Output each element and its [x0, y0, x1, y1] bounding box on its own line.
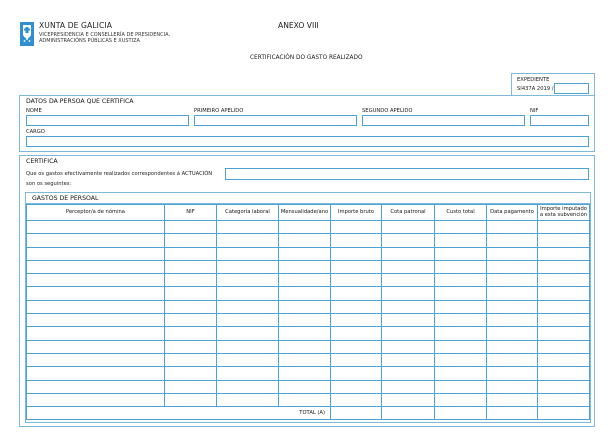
table-cell-input[interactable]: [165, 221, 217, 234]
table-cell-input[interactable]: [331, 353, 382, 366]
table-cell-input[interactable]: [27, 393, 165, 406]
table-cell-input[interactable]: [165, 287, 217, 300]
table-row: [27, 300, 590, 313]
cargo-label: CARGO: [26, 129, 45, 135]
table-cell-input[interactable]: [331, 300, 382, 313]
table-cell-input[interactable]: [165, 380, 217, 393]
table-cell-input[interactable]: [331, 247, 382, 260]
table-row: [27, 393, 590, 406]
table-cell-input[interactable]: [165, 353, 217, 366]
table-cell-input[interactable]: [279, 393, 331, 406]
table-cell-input[interactable]: [217, 380, 279, 393]
gastos-table: [26, 204, 590, 420]
total-cell-input[interactable]: [435, 407, 487, 420]
total-cell-input[interactable]: [538, 407, 590, 420]
table-cell-input[interactable]: [331, 221, 382, 234]
table-row: [27, 353, 590, 366]
table-row: [27, 340, 590, 353]
table-row: [27, 221, 590, 234]
table-row: [27, 247, 590, 260]
table-cell-input[interactable]: [165, 314, 217, 327]
table-cell-input[interactable]: [538, 260, 590, 273]
table-cell-input[interactable]: [217, 274, 279, 287]
nif-field[interactable]: [530, 115, 589, 126]
person-section-title: DATOS DA PERSOA QUE CERTIFICA: [26, 98, 134, 105]
table-cell-input[interactable]: [27, 260, 165, 273]
column-header: NIF: [165, 205, 217, 221]
table-row: [27, 287, 590, 300]
table-cell-input[interactable]: [435, 380, 487, 393]
table-cell-input[interactable]: [279, 314, 331, 327]
table-cell-input[interactable]: [279, 367, 331, 380]
table-cell-input[interactable]: [435, 247, 487, 260]
document-title: CERTIFICACIÓN DO GASTO REALIZADO: [250, 55, 363, 61]
table-row: [27, 367, 590, 380]
table-cell-input[interactable]: [217, 353, 279, 366]
table-cell-input[interactable]: [27, 234, 165, 247]
table-cell-input[interactable]: [487, 327, 538, 340]
table-cell-input[interactable]: [165, 300, 217, 313]
table-cell-input[interactable]: [487, 353, 538, 366]
annex-label: ANEXO VIII: [278, 21, 319, 30]
table-cell-input[interactable]: [165, 367, 217, 380]
table-cell-input[interactable]: [538, 314, 590, 327]
table-row: [27, 314, 590, 327]
table-row: [27, 380, 590, 393]
table-cell-input[interactable]: [217, 367, 279, 380]
table-cell-input[interactable]: [279, 260, 331, 273]
table-cell-input[interactable]: [217, 234, 279, 247]
table-cell-input[interactable]: [331, 380, 382, 393]
table-cell-input[interactable]: [331, 260, 382, 273]
table-cell-input[interactable]: [435, 340, 487, 353]
table-cell-input[interactable]: [279, 247, 331, 260]
column-header: Mensualidade/ano: [279, 205, 331, 221]
table-cell-input[interactable]: [538, 300, 590, 313]
table-cell-input[interactable]: [165, 234, 217, 247]
table-cell-input[interactable]: [435, 353, 487, 366]
table-cell-input[interactable]: [331, 367, 382, 380]
table-cell-input[interactable]: [538, 340, 590, 353]
cargo-field[interactable]: [26, 136, 589, 147]
person-section: [19, 95, 595, 152]
table-cell-input[interactable]: [435, 260, 487, 273]
table-cell-input[interactable]: [382, 314, 435, 327]
total-row: [27, 407, 590, 420]
gastos-title: GASTOS DE PERSOAL: [32, 195, 99, 202]
apelido1-label: PRIMEIRO APELIDO: [194, 108, 244, 114]
total-cell-input[interactable]: [487, 407, 538, 420]
table-cell-input[interactable]: [382, 287, 435, 300]
table-cell-input[interactable]: [382, 393, 435, 406]
table-cell-input[interactable]: [382, 353, 435, 366]
nome-label: NOME: [26, 108, 42, 114]
table-cell-input[interactable]: [27, 221, 165, 234]
table-cell-input[interactable]: [487, 287, 538, 300]
table-cell-input[interactable]: [279, 287, 331, 300]
table-cell-input[interactable]: [435, 234, 487, 247]
table-cell-input[interactable]: [435, 367, 487, 380]
table-cell-input[interactable]: [487, 380, 538, 393]
total-label: TOTAL (A): [27, 407, 331, 420]
table-cell-input[interactable]: [435, 314, 487, 327]
table-cell-input[interactable]: [165, 260, 217, 273]
table-cell-input[interactable]: [331, 327, 382, 340]
table-cell-input[interactable]: [279, 234, 331, 247]
table-cell-input[interactable]: [435, 327, 487, 340]
table-cell-input[interactable]: [538, 247, 590, 260]
column-header: Data pagamento: [487, 205, 538, 221]
table-cell-input[interactable]: [487, 221, 538, 234]
column-header: Importe bruto: [331, 205, 382, 221]
table-cell-input[interactable]: [217, 247, 279, 260]
table-cell-input[interactable]: [331, 393, 382, 406]
table-cell-input[interactable]: [279, 300, 331, 313]
table-cell-input[interactable]: [279, 327, 331, 340]
table-cell-input[interactable]: [217, 221, 279, 234]
table-cell-input[interactable]: [382, 367, 435, 380]
expediente-box: [511, 73, 595, 97]
actuacion-field[interactable]: [225, 168, 589, 180]
table-cell-input[interactable]: [487, 234, 538, 247]
table-cell-input[interactable]: [27, 367, 165, 380]
table-cell-input[interactable]: [538, 221, 590, 234]
column-header: Custo total: [435, 205, 487, 221]
column-header: Categoría laboral: [217, 205, 279, 221]
nome-field[interactable]: [26, 115, 189, 126]
table-cell-input[interactable]: [487, 314, 538, 327]
table-cell-input[interactable]: [279, 221, 331, 234]
table-cell-input[interactable]: [279, 353, 331, 366]
certifica-text-1: Que os gastos efectivamente realizados correspondentes á ACTUACIÓN: [26, 171, 213, 177]
expediente-label: EXPEDIENTE: [517, 77, 550, 83]
table-cell-input[interactable]: [487, 340, 538, 353]
table-cell-input[interactable]: [27, 380, 165, 393]
org-subtitle-1: VICEPRESIDENCIA E CONSELLERÍA DE PRESIDENCIA,: [39, 32, 171, 38]
table-cell-input[interactable]: [279, 380, 331, 393]
certifica-title: CERTIFICA: [26, 158, 58, 165]
table-cell-input[interactable]: [331, 287, 382, 300]
table-cell-input[interactable]: [331, 274, 382, 287]
table-cell-input[interactable]: [538, 274, 590, 287]
table-cell-input[interactable]: [217, 393, 279, 406]
total-cell-input[interactable]: [382, 407, 435, 420]
table-cell-input[interactable]: [435, 274, 487, 287]
expediente-input[interactable]: [554, 83, 589, 94]
table-cell-input[interactable]: [27, 300, 165, 313]
table-cell-input[interactable]: [165, 274, 217, 287]
table-cell-input[interactable]: [487, 393, 538, 406]
table-cell-input[interactable]: [538, 353, 590, 366]
table-cell-input[interactable]: [382, 274, 435, 287]
column-header: Importe imputado a esta subvención: [538, 205, 590, 221]
table-cell-input[interactable]: [27, 327, 165, 340]
org-logo: [20, 22, 34, 46]
table-cell-input[interactable]: [27, 287, 165, 300]
certifica-text-2: son os seguintes:: [26, 181, 72, 187]
table-cell-input[interactable]: [382, 380, 435, 393]
table-cell-input[interactable]: [487, 260, 538, 273]
table-cell-input[interactable]: [27, 314, 165, 327]
table-cell-input[interactable]: [27, 274, 165, 287]
table-cell-input[interactable]: [538, 380, 590, 393]
apelido2-label: SEGUNDO APELIDO: [362, 108, 413, 114]
column-header: Perceptor/a de nómina: [27, 205, 165, 221]
table-cell-input[interactable]: [435, 287, 487, 300]
table-cell-input[interactable]: [331, 340, 382, 353]
table-cell-input[interactable]: [165, 340, 217, 353]
table-row: [27, 234, 590, 247]
table-cell-input[interactable]: [435, 393, 487, 406]
table-cell-input[interactable]: [382, 221, 435, 234]
table-cell-input[interactable]: [538, 234, 590, 247]
total-cell-input[interactable]: [331, 407, 382, 420]
table-cell-input[interactable]: [538, 287, 590, 300]
table-cell-input[interactable]: [382, 340, 435, 353]
table-cell-input[interactable]: [27, 340, 165, 353]
table-cell-input[interactable]: [382, 234, 435, 247]
table-cell-input[interactable]: [382, 247, 435, 260]
table-cell-input[interactable]: [487, 247, 538, 260]
table-cell-input[interactable]: [487, 300, 538, 313]
table-cell-input[interactable]: [538, 367, 590, 380]
table-cell-input[interactable]: [487, 274, 538, 287]
table-cell-input[interactable]: [538, 327, 590, 340]
table-cell-input[interactable]: [279, 340, 331, 353]
apelido1-field[interactable]: [194, 115, 357, 126]
org-name: XUNTA DE GALICIA: [39, 21, 113, 30]
table-cell-input[interactable]: [217, 260, 279, 273]
table-cell-input[interactable]: [27, 353, 165, 366]
table-cell-input[interactable]: [217, 314, 279, 327]
table-cell-input[interactable]: [217, 300, 279, 313]
table-cell-input[interactable]: [279, 274, 331, 287]
table-cell-input[interactable]: [435, 300, 487, 313]
table-cell-input[interactable]: [382, 327, 435, 340]
table-cell-input[interactable]: [382, 260, 435, 273]
table-cell-input[interactable]: [487, 367, 538, 380]
table-cell-input[interactable]: [217, 287, 279, 300]
table-cell-input[interactable]: [165, 393, 217, 406]
org-subtitle-2: ADMINISTRACIÓNS PÚBLICAS E XUSTIZA: [39, 38, 140, 44]
table-cell-input[interactable]: [27, 247, 165, 260]
apelido2-field[interactable]: [362, 115, 525, 126]
table-cell-input[interactable]: [165, 247, 217, 260]
column-header: Cota patronal: [382, 205, 435, 221]
table-cell-input[interactable]: [217, 327, 279, 340]
table-cell-input[interactable]: [538, 393, 590, 406]
table-cell-input[interactable]: [382, 300, 435, 313]
table-row: [27, 327, 590, 340]
table-cell-input[interactable]: [217, 340, 279, 353]
nif-label: NIF: [530, 108, 539, 114]
table-cell-input[interactable]: [331, 314, 382, 327]
table-cell-input[interactable]: [165, 327, 217, 340]
expediente-prefix: SI437A 2019 /: [517, 86, 554, 92]
table-cell-input[interactable]: [435, 221, 487, 234]
table-cell-input[interactable]: [331, 234, 382, 247]
table-row: [27, 260, 590, 273]
table-row: [27, 274, 590, 287]
